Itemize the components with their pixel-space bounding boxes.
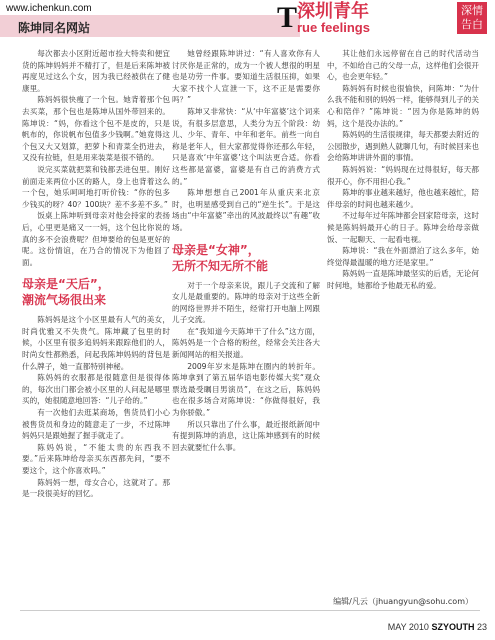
column3-paragraph: 不过每年过年陈坤都会回家陪母亲，这时候是陈妈妈最开心的日子。陈坤会给母亲做饭、一起聊天、一起看电视。 xyxy=(327,211,479,244)
column3-paragraph: 陈坤说：“我在外面漂泊了这么多年，始终觉得最温暖的地方还是家里。” xyxy=(327,246,479,267)
col2-paras xyxy=(172,48,320,234)
column1b-paragraph: 陈妈妈一想，母女合心，这就对了。那是一段很美好的回忆。 xyxy=(22,477,170,499)
column3-paragraph: 其让他们永远停留在自己的时代活动当中，不如给自己的父母一点，这样他们会很开心，也会更年轻。” xyxy=(327,49,479,82)
editor-credit: 编辑/凡云（jhuangyun@sohu.com） xyxy=(333,597,473,606)
col1-paras xyxy=(22,48,170,268)
issue-date: MAY 2010 xyxy=(387,622,429,632)
brand-box: 深情告白 xyxy=(457,2,487,34)
footer-rule xyxy=(20,610,480,611)
column1-paragraph: 饭桌上陈坤听到母亲对他会持家的表扬后，心里更是痛又一一妈，这个包比你说的真的多不会浪费呢？但坤要给的包是更好的呢。这份情谊，在乃合的情况下为他囧了面。 xyxy=(22,211,170,267)
column3-paragraph: 陈坤的事业越来越好，他也越来越忙，陪伴母亲的时间也越来越少。 xyxy=(327,188,479,209)
brand-cn-title: 深圳青年 xyxy=(297,1,369,22)
column1b-paragraph: 陈妈妈是这个小区里最有人气的美女，时尚优雅又不失贵气。陈坤藏了包里的时候，小区里有很多追妈妈来跟踪他们的人，时尚女性都熟悉，问起我陈坤妈妈的背包是什么牌子，她一直都特别神秘。 xyxy=(22,315,170,371)
column3-paragraph: 陈妈妈的生活很规律，每天都要去附近的公园散步，遇到熟人就聊几句，有时候回来也会给陈坤讲讲外面的事情。 xyxy=(327,130,479,163)
article-column-3 xyxy=(327,48,479,291)
column1b-paragraph: 陈妈妈说，“不能太贵的东西我不要。”后来陈坤给母亲买东西都先问，“要不要这个，这个你喜欢吗。” xyxy=(22,442,170,475)
subhead-2: 母亲是“女神”， 无所不知无所不能 xyxy=(172,242,269,273)
page-number xyxy=(388,622,487,632)
column3-paragraph: 陈妈妈一直是陈坤最坚实的后盾，无论何时何地，她都给予他最无私的爱。 xyxy=(327,269,479,290)
column2b-paragraph: 对于一个母亲来说，跟儿子交流和了解女儿是最重要的。陈坤的母亲对于这些全新的网络世界并不陌生，经常打开电脑上网跟儿子交流。 xyxy=(172,280,320,325)
col2b-paras xyxy=(172,280,320,454)
brand-en-title: rue feelings xyxy=(297,20,370,35)
magazine-brand xyxy=(277,2,487,34)
column2b-paragraph: 2009年岁末是陈坤在圈内的转折年。陈坤拿到了第五届华语电影传媒大奖“观众票选最受瞩目男演员”，在这之后，陈妈妈也在很多场合对陈坤说：“你做得很好，我为你骄傲。” xyxy=(172,361,320,418)
column2b-paragraph: 在“我知道今天陈坤干了什么”这方面，陈妈妈是一个合格的粉丝，经常会关注各大新闻网站的相关报道。 xyxy=(172,326,320,360)
article-column-1 xyxy=(22,48,170,500)
column1b-paragraph: 陈妈妈的衣服都是很随意但是很得体的，每次出门都会被小区里的人问起是哪里买的，她很随意地回答：“儿子给的。” xyxy=(22,373,170,406)
column3-paragraph: 陈妈妈有时候也很愉快，问陈坤：“为什么我不能和别的妈妈一样，能够得到儿子的关心和陪伴？”陈坤说：“因为你是陈坤的妈妈，这个是没办法的。” xyxy=(327,83,479,128)
site-url[interactable]: www.ichenkun.com xyxy=(6,3,92,14)
site-name: 陈坤同名网站 xyxy=(18,21,91,35)
column1-paragraph: 陈妈妈很快瘦了一个包。她背着那个包去买菜，那个包也是陈坤从国外带回来的。陈坤说：“妈，你看这个包不是皮的，只是帆布的，你说帆布包值多少钱啊。”她竟得这个包又大又划算，把萝卜和青菜全扔进去，又没有拉链，但是用来装菜是很不错的。 xyxy=(22,95,170,163)
article-column-2 xyxy=(172,48,320,453)
col1b-paras xyxy=(22,314,170,500)
column1-paragraph: 说完买菜就把菜和钱都丢进包里。刚好前面走来两位小区的路人，身上也背着这么一个包，她乐呵呵地打听价钱：“你的包多少钱买的呀？40？100块？差不多差不多。” xyxy=(22,164,170,209)
brand-t-letter: T xyxy=(277,1,298,34)
page-num: 23 xyxy=(476,622,487,632)
column2-paragraph: 陈坤想想自己2001年从重庆来北京时，也明星感受到自己的“逆生长”。于是这场由“中年富婆”牵出的风波最终以“有趣”收场。 xyxy=(172,188,320,232)
column1b-paragraph: 有一次他们去逛某商场，售货员们小心被售货员和身边的随意走了一步，不过陈坤妈妈只是跟她握了握手就走了。 xyxy=(22,408,170,441)
column1-paragraph: 每次都去小区附近超市捡大特卖和便宜货的陈坤妈妈并不精打了，但是后来陈坤被再度见过这么个女，因为我已经被供在了健康里。 xyxy=(22,49,170,93)
col3-paras xyxy=(327,48,479,291)
subhead-1: 母亲是“天后”， 潮流气场很出来 xyxy=(22,277,110,308)
column2b-paragraph: 所以只靠出了什么事，最近报纸新闻中有提到陈坤的消息，这让陈坤感到有的时候回去就要忙什么事。 xyxy=(172,419,320,452)
magazine-name: SZYOUTH xyxy=(431,622,475,632)
column2-paragraph: 她曾经跟陈坤讲过：“有人喜欢你有人讨厌你是正常的，成为一个被人想很的明星也是功劳一件事。要知道生活很压抑，如果大家不找个人宣泄一下，这不正是需要你吗？” xyxy=(172,49,320,105)
column3-paragraph: 陈妈妈说：“妈妈现在过得很好，每天都很开心，你不用担心我。” xyxy=(327,164,479,186)
column2-paragraph: 陈坤又非常快：“从‘中年富婆’这个词来说，有很多层意思，人类分为五个阶段：幼儿、少年、青年、中年和老年。前些一向自称是老年人，但大家都觉得你还那么年轻，只是喜欢‘中年富婆’这个叫法更合适。你看这些都是富婆，富婆是有自己的消费方式的。” xyxy=(172,106,320,186)
